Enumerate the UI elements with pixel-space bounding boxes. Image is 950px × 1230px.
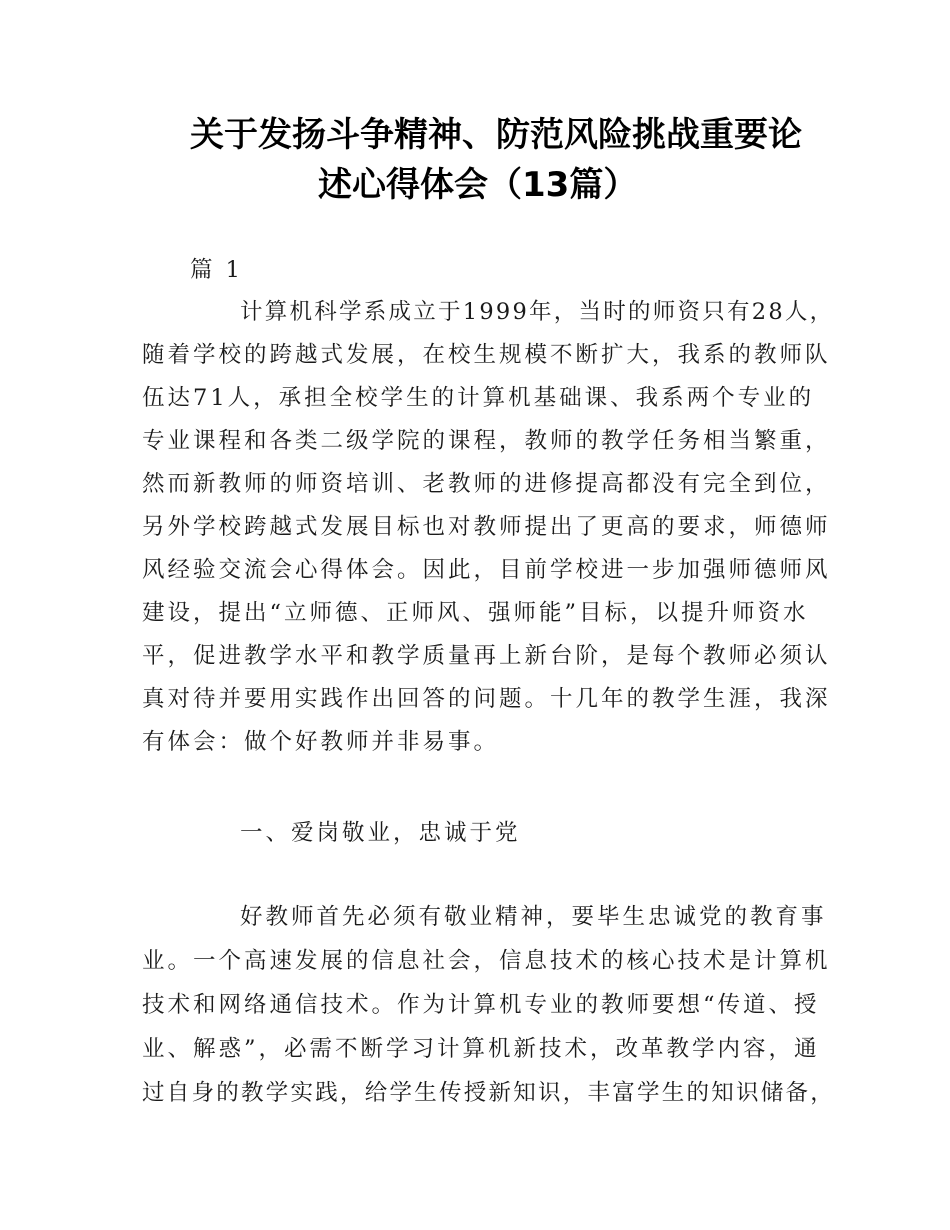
paragraph-line: 技术和网络通信技术。作为计算机专业的教师要想“传道、授 <box>142 992 820 1018</box>
paragraph-line: 业、解惑”，必需不断学习计算机新技术，改革教学内容，通 <box>142 1036 820 1062</box>
title-line-1: 关于发扬斗争精神、防范风险挑战重要论 <box>190 115 802 155</box>
paragraph-line: 专业课程和各类二级学院的课程，教师的教学任务相当繁重， <box>142 428 831 454</box>
paragraph-line: 平，促进教学水平和教学质量再上新台阶，是每个教师必须认 <box>142 643 831 669</box>
paragraph-line: 另外学校跨越式发展目标也对教师提出了更高的要求，师德师 <box>142 514 831 540</box>
paragraph-line: 过自身的教学实践，给学生传授新知识，丰富学生的知识储备， <box>142 1080 836 1106</box>
paragraph-line: 随着学校的跨越式发展，在校生规模不断扩大，我系的教师队 <box>142 342 831 368</box>
paragraph-line: 真对待并要用实践作出回答的问题。十几年的教学生涯，我深 <box>142 686 831 712</box>
paragraph-line: 建设，提出“立师德、正师风、强师能”目标，以提升师资水 <box>142 600 809 626</box>
paragraph-line: 计算机科学系成立于1999年，当时的师资只有28人， <box>240 299 835 325</box>
paragraph-line: 然而新教师的师资培训、老教师的进修提高都没有完全到位， <box>142 471 831 497</box>
paragraph-line: 伍达71人，承担全校学生的计算机基础课、我系两个专业的 <box>142 385 815 411</box>
paragraph-line: 有体会：做个好教师并非易事。 <box>142 729 500 755</box>
paragraph-line: 风经验交流会心得体会。因此，目前学校进一步加强师德师风 <box>142 557 831 583</box>
paragraph-line: 业。一个高速发展的信息社会，信息技术的核心技术是计算机 <box>142 948 831 974</box>
paragraph-line: 好教师首先必须有敬业精神，要毕生忠诚党的教育事 <box>240 904 827 930</box>
section-label: 篇 1 <box>190 257 243 283</box>
title-line-2: 述心得体会（13篇） <box>318 165 638 205</box>
section-heading-1: 一、爱岗敬业，忠诚于党 <box>240 820 521 846</box>
document-title <box>190 110 830 210</box>
